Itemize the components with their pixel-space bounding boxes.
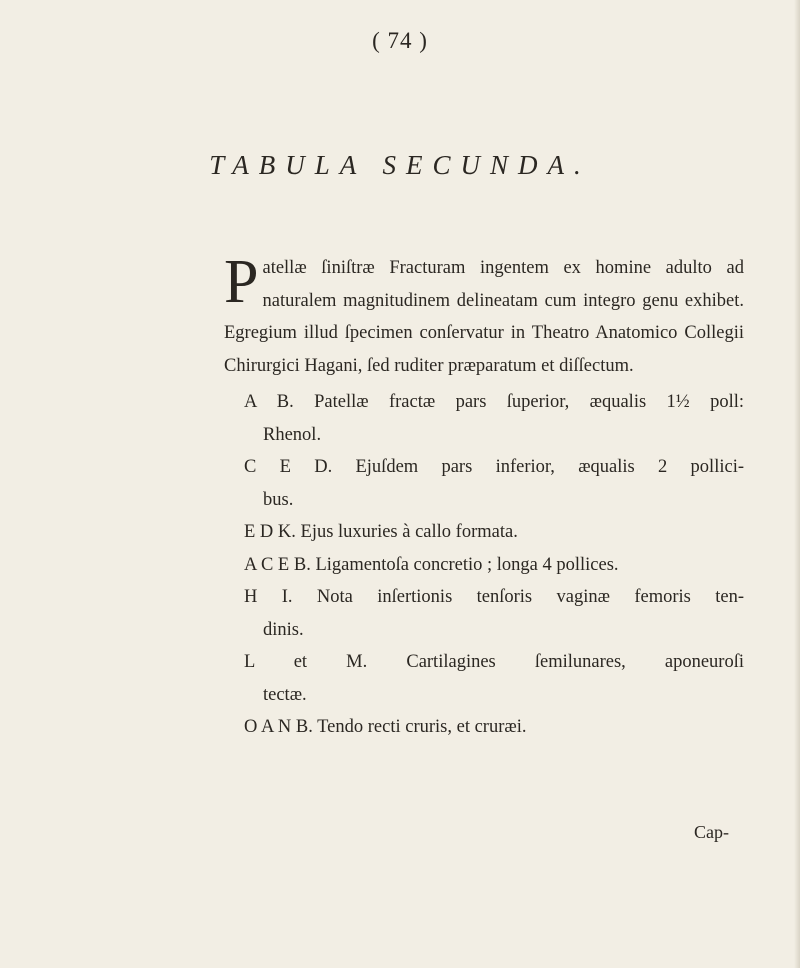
- legend-entry-continuation: Rhenol.: [263, 424, 322, 445]
- page-edge-shadow: [794, 0, 800, 968]
- legend-entry-text: H I. Nota inſertionis tenſoris vaginæ femoris ten-: [244, 587, 744, 607]
- legend-entry-ab: [224, 386, 744, 451]
- intro-paragraph: [224, 248, 744, 382]
- legend-entry-oanb: [224, 711, 744, 744]
- legend-entry-text: C E D. Ejuſdem pars inferior, æqualis 2 pollici-: [244, 457, 744, 477]
- legend-entry-continuation: tectæ.: [263, 684, 307, 705]
- legend-entry-text: E D K. Ejus luxuries à callo formata.: [244, 522, 518, 542]
- text-body: [224, 248, 744, 744]
- legend-entry-text: A B. Patellæ fractæ pars ſuperior, æqualis 1½ poll:: [244, 392, 744, 412]
- legend-entry-edk: [224, 516, 744, 549]
- legend-entry-ced: [224, 451, 744, 516]
- legend-entry-text: O A N B. Tendo recti cruris, et cruræi.: [244, 717, 527, 737]
- drop-cap: P: [224, 248, 259, 316]
- legend-entry-continuation: dinis.: [263, 619, 304, 640]
- legend-entry-lm: [224, 646, 744, 711]
- legend-entry-continuation: bus.: [263, 489, 294, 510]
- catchword: Cap-: [694, 822, 729, 842]
- intro-text: atellæ ſiniſtræ Fracturam ingentem ex homine adulto ad naturalem magnitudinem delineatam cum integro genu exhibet. Egregium illud ſpecimen conſervatur in Theatro Anatomico Collegii Chirurgici Hagani, ſed ruditer præparatum et diſſectum.: [224, 258, 744, 376]
- page-number: ( 74 ): [372, 28, 428, 53]
- legend-entry-aceb: [224, 549, 744, 582]
- page-title: TABULA SECUNDA.: [209, 150, 591, 180]
- legend-entry-hi: [224, 581, 744, 646]
- legend-entry-text: A C E B. Ligamentoſa concretio ; longa 4 pollices.: [244, 554, 619, 575]
- legend-entry-text: L et M. Cartilagines ſemilunares, aponeuroſi: [244, 652, 744, 672]
